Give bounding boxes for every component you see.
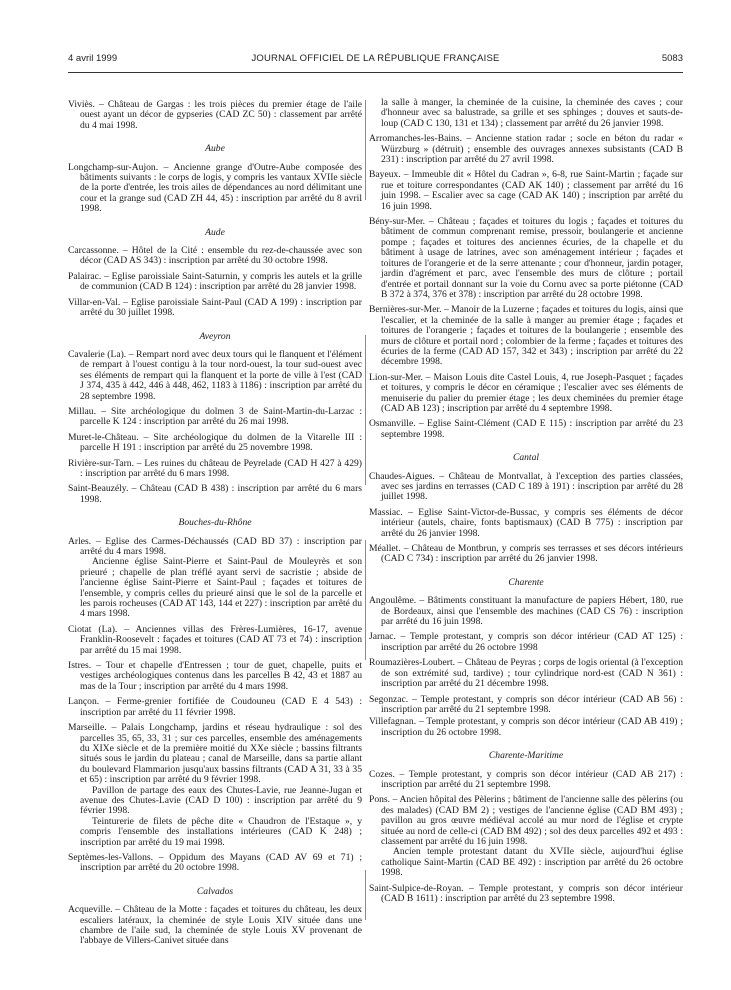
entry: Istres. – Tour et chapelle d'Entressen ; tour de guet, chapelle, puits et vestiges archéologiques contenus dans les parcelles B 42, 43 et 1887 au mas de la Tour ; inscription par arrêté du 4 mars 1998. bbox=[68, 660, 362, 692]
page-number: 5083 bbox=[661, 53, 683, 64]
entry: Saint-Sulpice-de-Royan. – Temple protestant, y compris son décor intérieur (CAD B 1611) : inscription par arrêté du 23 septembre 1998. bbox=[369, 882, 683, 904]
entry: Roumazières-Loubert. – Château de Peyras ; corps de logis oriental (à l'exception de son extrémité sud, tardive) ; tour cylindrique nord-est (CAD N 361) : inscription par arrêté du 21 décembre 1998. bbox=[369, 657, 683, 690]
entry: Bayeux. – Immeuble dit « Hôtel du Cadran », 6-8, rue Saint-Martin ; façade sur rue et toiture correspondantes (CAD AK 140) ; classement par arrêté du 16 juin 1998. – Escalier avec sa cage (CAD AK 140) ; inscription par arrêté du 16 juin 1998. bbox=[369, 169, 683, 212]
entry: Carcassonne. – Hôtel de la Cité : ensemble du rez-de-chaussée avec son décor (CAD AS 343) : inscription par arrêté du 30 octobre 1998. bbox=[68, 245, 362, 267]
department-heading: Charente bbox=[508, 576, 544, 588]
entry: Palairac. – Eglise paroissiale Saint-Saturnin, y compris les autels et la grille de communion (CAD B 124) : inscription par arrêté du 28 janvier 1998. bbox=[68, 270, 362, 293]
column-divider bbox=[365, 540, 366, 660]
entry: Viviès. – Château de Gargas : les trois pièces du premier étage de l'aile ouest ayant un décor de gypseries (CAD ZC 50) : classement par arrêté du 4 mai 1998. bbox=[68, 99, 362, 131]
journal-title: JOURNAL OFFICIEL DE LA RÉPUBLIQUE FRANÇAISE bbox=[251, 53, 500, 64]
entry: Villar-en-Val. – Eglise paroissiale Saint-Paul (CAD A 199) : inscription par arrêté du 30 juillet 1998. bbox=[68, 296, 362, 319]
left-column bbox=[68, 100, 362, 952]
entry-continuation: la salle à manger, la cheminée de la cuisine, la cheminée des caves ; cour d'honneur avec sa balustrade, sa grille et ses sphinges ; douves et sauts-de-loup (CAD C 130, 131 et 134) ; classement par arrêté du 26 janvier 1998. bbox=[381, 97, 683, 129]
entry: Marseille. – Palais Longchamp, jardins et réseau hydraulique : sol des parcelles 35, 65, 33, 31 ; sur ces parcelles, ensemble des aménagements du XIXe siècle et de la première moitié du XXe siècle ; bassins filtrants situés sous le jardin du plateau ; canal de Marseille, dans sa partie allant du boulevard Flammarion jusqu'aux bassins filtrants (CAD A 31, 33 à 35 et 65) : inscription par arrêté du 9 février 1998. bbox=[68, 722, 362, 786]
entry: Osmanville. – Eglise Saint-Clément (CAD E 115) : inscription par arrêté du 23 septembre 1998. bbox=[369, 418, 683, 440]
right-column bbox=[369, 98, 683, 909]
entry: Lion-sur-Mer. – Maison Louis dite Castel Louis, 4, rue Joseph-Pasquet ; façades et toitures, y compris le décor en céramique ; l'escalier avec ses éléments de menuiserie du palier du premier étage ; les deux cheminées du premier étage (CAD AB 123) ; inscription par arrêté du 4 septembre 1998. bbox=[369, 371, 683, 414]
entry-continuation: Ancien temple protestant datant du XVIIe siècle, aujourd'hui église catholique Saint-Martin (CAD BE 492) : inscription par arrêté du 26 octobre 1998. bbox=[381, 846, 683, 879]
entry-continuation: Teinturerie de filets de pêche dite « Chaudron de l'Estaque », y compris l'ensemble des installations intérieures (CAD K 248) ; inscription par arrêté du 19 mai 1998. bbox=[80, 815, 362, 848]
entry: Méallet. – Château de Montbrun, y compris ses terrasses et ses décors intérieurs (CAD C 734) : inscription par arrêté du 26 janvier 1998. bbox=[369, 543, 683, 565]
entry-continuation: Ancienne église Saint-Pierre et Saint-Paul de Mouleyrès et son prieuré ; chapelle de plan tréflé ayant servi de sacristie ; abside de l'ancienne église Saint-Pierre et Saint-Paul ; façades et toitures de l'ensemble, y compris celles du prieuré ainsi que le sol de la parcelle et les parois rocheuses (CAD AT 143, 144 et 227) : inscription par arrêté du 4 mars 1998. bbox=[80, 556, 362, 620]
entry: Longchamp-sur-Aujon. – Ancienne grange d'Outre-Aube composée des bâtiments suivants : le corps de logis, y compris les vantaux XVIIe siècle de la porte d'entrée, les trois ailes de dépendances au nord délimitant une cour et la grange sud (CAD ZH 44, 45) : inscription par arrêté du 8 avril 1998. bbox=[68, 161, 362, 215]
header-rule bbox=[68, 72, 683, 73]
column-divider bbox=[365, 335, 366, 485]
entry: Ciotat (La). – Anciennes villas des Frères-Lumières, 16-17, avenue Franklin-Roosevelt : façades et toitures (CAD AT 73 et 74) : inscription par arrêté du 15 mai 1998. bbox=[68, 623, 362, 656]
entry: Septèmes-les-Vallons. – Oppidum des Mayans (CAD AV 69 et 71) ; inscription par arrêté du 20 octobre 1998. bbox=[68, 851, 362, 874]
entry: Muret-le-Château. – Site archéologique du dolmen de la Vitarelle III : parcelle H 191 : inscription par arrêté du 25 novembre 1998. bbox=[68, 431, 362, 454]
entry-continuation: Pavillon de partage des eaux des Chutes-Lavie, rue Jeanne-Jugan et avenue des Chutes-Lavie (CAD D 100) : inscription par arrêté du 9 février 1998. bbox=[80, 784, 362, 817]
entry: Millau. – Site archéologique du dolmen 3 de Saint-Martin-du-Larzac : parcelle K 124 : inscription par arrêté du 26 mai 1998. bbox=[68, 405, 362, 428]
entry: Arles. – Eglise des Carmes-Déchaussés (CAD BD 37) : inscription par arrêté du 4 mars 1998. bbox=[68, 535, 362, 557]
department-heading: Aube bbox=[205, 143, 225, 155]
entry: Chaudes-Aigues. – Château de Montvallat, à l'exception des parties classées, avec ses jardins en terrasses (CAD C 189 à 191) : inscription par arrêté du 28 juillet 1998. bbox=[369, 470, 683, 503]
department-heading: Charente-Maritime bbox=[488, 750, 564, 762]
entry: Acqueville. – Château de la Motte : façades et toitures du château, les deux escaliers latéraux, la cheminée de style Louis XIV située dans une chambre de l'aile sud, la cheminée de style Louis XV provenant de l'abbaye de Villers-Canivet située dans bbox=[68, 904, 362, 947]
department-heading: Bouches-du-Rhône bbox=[178, 517, 252, 529]
entry: Angoulême. – Bâtiments constituant la manufacture de papiers Hébert, 180, rue de Bordeaux, ainsi que l'ensemble des machines (CAD CS 76) : inscription par arrêté du 16 juin 1998. bbox=[369, 595, 683, 628]
entry: Rivière-sur-Tarn. – Les ruines du château de Peyrelade (CAD H 427 à 429) : inscription par arrêté du 6 mars 1998. bbox=[68, 457, 362, 479]
entry: Segonzac. – Temple protestant, y compris son décor intérieur (CAD AB 56) : inscription par arrêté du 21 septembre 1998. bbox=[369, 693, 683, 715]
entry: Arromanches-les-Bains. – Ancienne station radar ; socle en béton du radar « Würzburg » (détruit) ; ensemble des ouvrages annexes subsistants (CAD B 231) : inscription par arrêté du 27 avril 1998. bbox=[369, 133, 683, 166]
department-heading: Aude bbox=[205, 226, 225, 238]
entry: Massiac. – Eglise Saint-Victor-de-Bussac, y compris ses éléments de décor intérieur (autels, chaire, fonts baptismaux) (CAD B 775) : inscription par arrêté du 26 janvier 1998. bbox=[369, 506, 683, 539]
entry: Pons. – Ancien hôpital des Pèlerins ; bâtiment de l'ancienne salle des pèlerins (ou des malades) (CAD BM 2) ; vestiges de l'ancienne église (CAD BM 493) ; pavillon au gros œuvre médiéval accolé au mur nord de l'église et crypte située au nord de celle-ci (CAD BM 492) ; sol des deux parcelles 492 et 493 : classement par arrêté du 16 juin 1998. bbox=[369, 794, 683, 847]
entry: Cozes. – Temple protestant, y compris son décor intérieur (CAD AB 217) : inscription par arrêté du 21 septembre 1998. bbox=[369, 768, 683, 790]
column-divider bbox=[365, 100, 366, 200]
entry: Jarnac. – Temple protestant, y compris son décor intérieur (CAD AT 125) : inscription par arrêté du 26 octobre 1998 bbox=[369, 631, 683, 653]
entry: Lançon. – Ferme-grenier fortifiée de Coudouneu (CAD E 4 543) : inscription par arrêté du 11 février 1998. bbox=[68, 696, 362, 718]
entry: Bernières-sur-Mer. – Manoir de la Luzerne ; façades et toitures du logis, ainsi que l'escalier, et la cheminée de la salle à manger au premier étage ; façades et toitures de l'orangerie ; façades et toitures de la boulangerie ; ensemble des murs de clôture et portail nord ; colombier de la ferme ; façades et toitures des écuries de la ferme (CAD AD 157, 342 et 343) ; inscription par arrêté du 22 décembre 1998. bbox=[369, 304, 683, 368]
column-divider bbox=[365, 870, 366, 920]
department-heading: Aveyron bbox=[199, 330, 231, 342]
entry: Cavalerie (La). – Rempart nord avec deux tours qui le flanquent et l'élément de rempart à l'ouest contigu à la tour nord-ouest, la tour sud-ouest avec ses éléments de rempart qui la flanquent et la porte de ville à l'est (CAD J 374, 435 à 442, 446 à 448, 462, 1183 à 1186) : inscription par arrêté du 28 septembre 1998. bbox=[68, 348, 362, 402]
page-header bbox=[68, 53, 683, 67]
entry: Saint-Beauzély. – Château (CAD B 438) : inscription par arrêté du 6 mars 1998. bbox=[68, 483, 362, 505]
entry: Villefagnan. – Temple protestant, y compris son décor intérieur (CAD AB 419) ; inscription du 26 octobre 1998. bbox=[369, 716, 683, 738]
entry: Bény-sur-Mer. – Château ; façades et toitures du logis ; façades et toitures du bâtiment de commun comprenant remise, pressoir, boulangerie et ancienne pompe ; façades et toitures des anciennes écuries, de la chapelle et du bâtiment à usage de latrines, avec son aménagement intérieur ; façades et toitures de l'orangerie et de la serre attenante ; cour d'honneur, jardin potager, jardin d'agrément et parc, avec l'ensemble des murs de clôture ; portail d'entrée et portail donnant sur la voie du Cornu avec sa porte piétonne (CAD B 372 à 374, 376 et 378) : inscription par arrêté du 28 octobre 1998. bbox=[369, 216, 683, 300]
department-heading: Calvados bbox=[196, 885, 234, 897]
department-heading: Cantal bbox=[512, 452, 540, 464]
issue-date: 4 avril 1999 bbox=[68, 53, 118, 64]
